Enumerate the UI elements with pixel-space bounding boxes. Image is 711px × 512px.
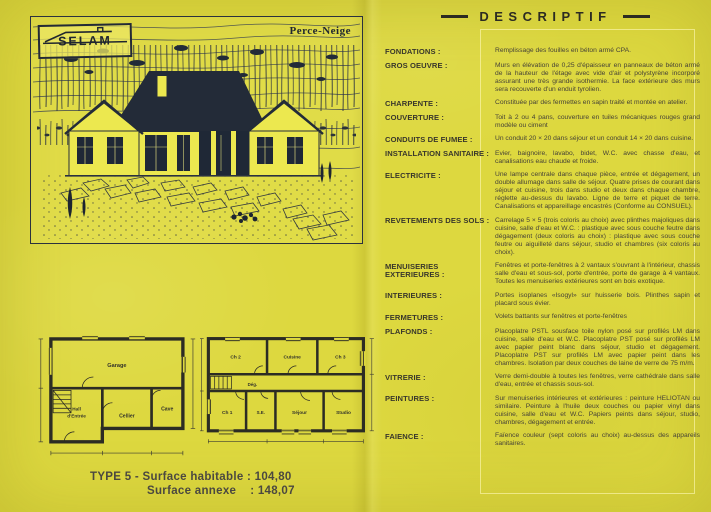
spec-label: VITRERIE : xyxy=(385,372,426,382)
spec-label: MENUISERIES EXTERIEURES : xyxy=(385,261,445,280)
spec-section-gros-oeuvre xyxy=(385,62,705,94)
spec-section-fermetures xyxy=(385,313,705,322)
selam-logo xyxy=(38,23,133,59)
spec-section-faience xyxy=(385,432,705,448)
spec-label: CONDUITS DE FUMEE : xyxy=(385,134,473,144)
spec-label: COUVERTURE : xyxy=(385,113,444,123)
spec-section-sanitaire xyxy=(385,150,705,166)
surface-habitable-line: TYPE 5 - Surface habitable : 104,80 xyxy=(90,471,292,483)
spec-body: Sur menuiseries intérieures et extérieures : peinture HELIOTAN ou similaire. Peinture à l'huile deux couches ou papier vinyl dans cuisine, salle d'eau et W.C. Papiers peints dans séjour, studio, chambres, dégagement et entrée. xyxy=(495,394,700,426)
spec-label: FAIENCE : xyxy=(385,431,424,441)
surface-summary xyxy=(90,470,295,498)
spec-body: Faïence couleur (sept coloris au choix) au-dessus des appareils sanitaires. xyxy=(495,432,700,448)
spec-section-interieures xyxy=(385,292,705,308)
spec-label: INTERIEURES : xyxy=(385,291,442,301)
heading-dash xyxy=(441,15,468,18)
room-label-cellier: Cellier xyxy=(119,413,135,420)
spec-sections xyxy=(385,47,705,454)
room-label-hall: Hall xyxy=(72,406,81,412)
spec-body: Fenêtres et porte-fenêtres à 2 vantaux s'ouvrant à l'intérieur, chassis salle d'eau et sous-sol, porte d'entrée, porte de garage à 4 vantaux. Toutes les menuiseries extérieures sont en bois exotique. xyxy=(495,262,700,286)
descriptif-heading xyxy=(383,9,708,24)
spec-label: PLAFONDS : xyxy=(385,327,433,337)
spec-body: Verre demi-double à toutes les fenêtres, verre cathédrale dans salle d'eau, entrée et chassis sous-sol. xyxy=(495,373,700,389)
spec-body: Murs en élévation de 0,25 d'épaisseur en panneaux de béton armé de la hauteur de l'étage avec vide d'air et polystyrène incorporé assurant une très grande isothermie. La face extérieure des murs sera recouverte d'un enduit tyrolien. xyxy=(495,61,700,93)
spec-body: Portes isoplanes «Isogyl» sur huisserie bois. Plinthes sapin et placard sous évier. xyxy=(495,291,700,307)
descriptif-column xyxy=(383,0,708,512)
room-label-ch3: Ch 3 xyxy=(335,355,346,361)
spec-body: Un conduit 20 × 20 dans séjour et un conduit 14 × 20 dans cuisine. xyxy=(495,135,694,143)
spec-body: Placoplatre PSTL sousface toile nylon posé sur profilés LM dans cuisine, salle d'eau et W.C. Placoplatre PST posé sur profilés LM avec papier peint blanc dans séjour, studio et dégagement. Placoplatre PST sur profilés LM avec papier peint dans les chambres. Isolation par deux couches de laine de verre de 75 m/m. xyxy=(495,327,700,367)
spec-section-couverture xyxy=(385,114,705,130)
spec-section-charpente xyxy=(385,99,705,108)
spec-body: Toit à 2 ou 4 pans, couverture en tuiles mécaniques rouges grand modèle ou ciment xyxy=(495,113,700,129)
heading-dash xyxy=(623,15,650,18)
room-label-studio: Studio xyxy=(336,411,351,417)
room-label-deg: Dég. xyxy=(247,381,258,387)
house-illustration-frame xyxy=(30,16,363,244)
spec-body: Volets battants sur fenêtres et porte-fenêtres xyxy=(495,313,627,321)
spec-label: REVETEMENTS DES SOLS : xyxy=(385,216,490,226)
spec-section-plafonds xyxy=(385,328,705,368)
room-label-ch1: Ch 1 xyxy=(222,411,233,417)
spec-section-menuiseries-ext xyxy=(385,262,705,286)
room-label-hall-2: d'Entrée xyxy=(67,413,86,419)
floor-plan-basement xyxy=(32,330,204,462)
spec-body: Remplissage des fouilles en béton armé CPA. xyxy=(495,47,631,54)
model-name: Perce-Neige xyxy=(289,25,351,37)
surface-annexe-line: Surface annexe : 148,07 xyxy=(147,485,295,497)
spec-label: ELECTRICITE : xyxy=(385,170,441,180)
spec-section-electricite xyxy=(385,171,705,211)
room-label-se: S.E. xyxy=(256,410,265,416)
brand-name: SELAM xyxy=(57,33,113,49)
spec-label: INSTALLATION SANITAIRE : xyxy=(385,149,490,159)
spec-body: Constituée par des fermettes en sapin traité et montée en atelier. xyxy=(495,99,688,107)
spec-section-conduits xyxy=(385,135,705,144)
spec-body: Evier, baignoire, lavabo, bidet, W.C. avec chasse d'eau, et canalisations eau chaude et froide. xyxy=(495,149,700,165)
spec-label: CHARPENTE : xyxy=(385,98,438,108)
room-label-sejour: Séjour xyxy=(292,411,307,417)
spec-label: FONDATIONS : xyxy=(385,46,441,56)
porch-recess xyxy=(199,131,249,176)
spec-section-vitrerie xyxy=(385,373,705,389)
page-title: DESCRIPTIF xyxy=(479,9,612,24)
spec-section-fondations xyxy=(385,47,705,56)
spec-label: FERMETURES : xyxy=(385,312,444,322)
spec-section-revetements xyxy=(385,217,705,257)
spec-label: PEINTURES : xyxy=(385,394,435,404)
room-label-cave: Cave xyxy=(161,406,174,413)
room-label-cuisine: Cuisine xyxy=(283,355,301,361)
spec-section-peintures xyxy=(385,395,705,427)
spec-body: Carrelage 5 × 5 (trois coloris au choix) avec plinthes majoliques dans cuisine, salle d'eau et W.C. : plastique avec sous couche feutre dans dégagement (deux coloris au choix) : plastique avec sous couche feutre ou aiguilleté dans séjour, studio et chambres (six coloris au choix). xyxy=(495,216,700,256)
spec-label: GROS OEUVRE : xyxy=(385,61,448,71)
spec-body: Une lampe centrale dans chaque pièce, entrée et dégagement, un double allumage dans salle de séjour. Quatre prises de courant dans séjour et cuisine, trois dans studio et deux dans chaque chambre, réglette au-dessus du lavabo. Ligne de terre et piquet de terre. Canalisations et appareillage encastrés (Conforme au CONSUEL). xyxy=(495,171,700,211)
floor-plan-ground xyxy=(200,330,376,452)
room-label-ch2: Ch 2 xyxy=(230,355,241,361)
room-label-garage: Garage xyxy=(107,362,127,369)
